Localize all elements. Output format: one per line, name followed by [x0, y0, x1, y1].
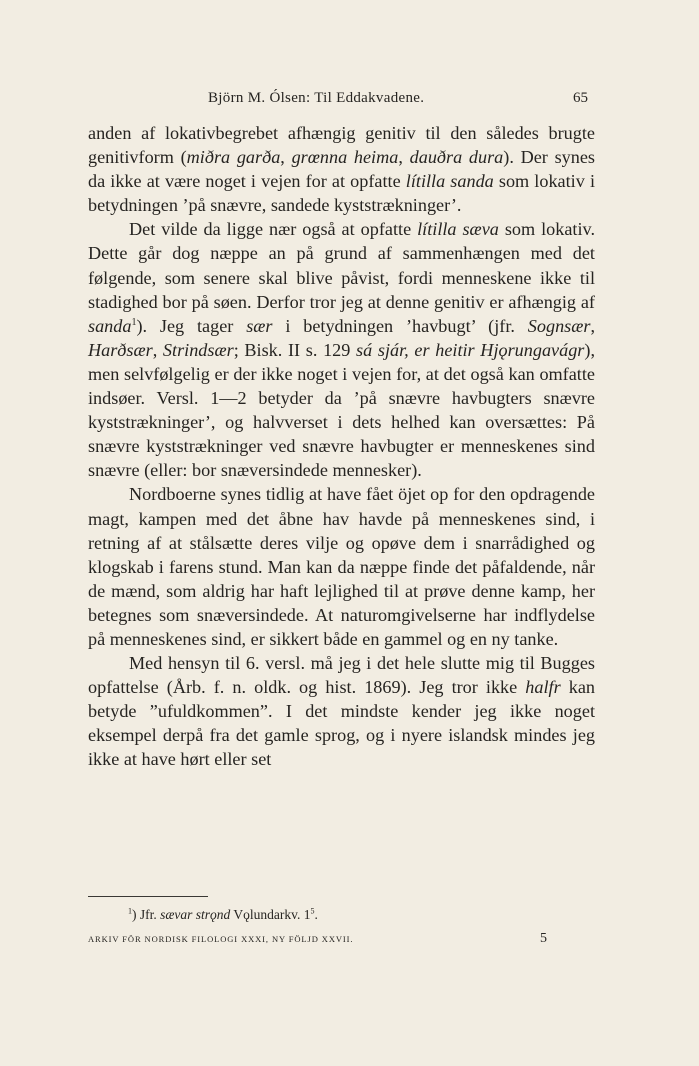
- footnote: $^1$) Jfr. sævar strǫnd Vǫlundarkv. $1^5$.: [128, 906, 318, 922]
- footnote-divider: [88, 896, 208, 897]
- signature-number: 5: [540, 931, 547, 946]
- paragraph-4: Med hensyn til 6. versl. må jeg i det hele slutte mig til Bugges opfattelse (Årb. f. n. oldk. og hist. 1869). Jeg tror ikke halfr kan betyde ”ufuldkommen”. I det mindste kender jeg ikke noget eksempel derpå fra det gamle sprog, og i nyere islandsk mindes jeg ikke at have hørt eller set: [88, 653, 595, 770]
- body-text: [88, 121, 595, 772]
- footnote-marker: 1: [131, 316, 137, 328]
- page-number: 65: [573, 90, 588, 106]
- paragraph-2: Det vilde da ligge nær også at opfatte lítilla sæva som lokativ. Dette går dog næppe an på grund af sammenhængen med det følgende, som senere skal blive påvist, fordi menneskene ikke til stadighed bor på søen. Derfor tror jeg at denne genitiv er afhængig af sanda$^1$). Jeg tager sær i betydningen ’havbugt’ (jfr. Sognsær, Harðsær, Strindsær; Bisk. II s. 129 sá sjár, er heitir Hjǫrungavágr), men selvfølgelig er der ikke noget i vejen for, at det også kan omfatte indsøer. Versl. 1—2 betyder da ’på snævre havbugters snævre kyststrækninger’, og halvverset i dets helhed kan oversættes: På snævre kyststrækninger ved snævre havbugter er menneskenes sind snævre (eller: bor snæversindede mennesker).: [88, 219, 595, 481]
- journal-signature: ARKIV FÖR NORDISK FILOLOGI XXXI, NY FÖLJD XXVII.: [88, 934, 354, 944]
- paragraph-1: anden af lokativbegrebet afhængig genitiv til den således brugte genitivform (miðra garða, grœnna heima, dauðra dura). Der synes da ikke at være noget i vejen for at opfatte lítilla sanda som lokativ i betydningen ’på snævre, sandede kyststrækninger’.: [88, 123, 596, 216]
- signature-line: [88, 932, 595, 948]
- running-title: Björn M. Ólsen: Til Eddakvadene.: [208, 90, 425, 106]
- running-header: [88, 90, 588, 112]
- paragraph-3: Nordboerne synes tidlig at have fået öjet op for den opdragende magt, kampen med det åbne hav havde på menneskenes sind, i retning af at stålsætte deres vilje og opøve dem i snarrådighed og klogskab i farens stund. Man kan da næppe finde det påfaldende, når de mænd, som aldrig har haft lejlighed til at prøve denne kamp, her betegnes som snæversindede. At naturomgivelserne har indflydelse på menneskenes sind, er sikkert både en gammel og en ny tanke.: [88, 484, 595, 649]
